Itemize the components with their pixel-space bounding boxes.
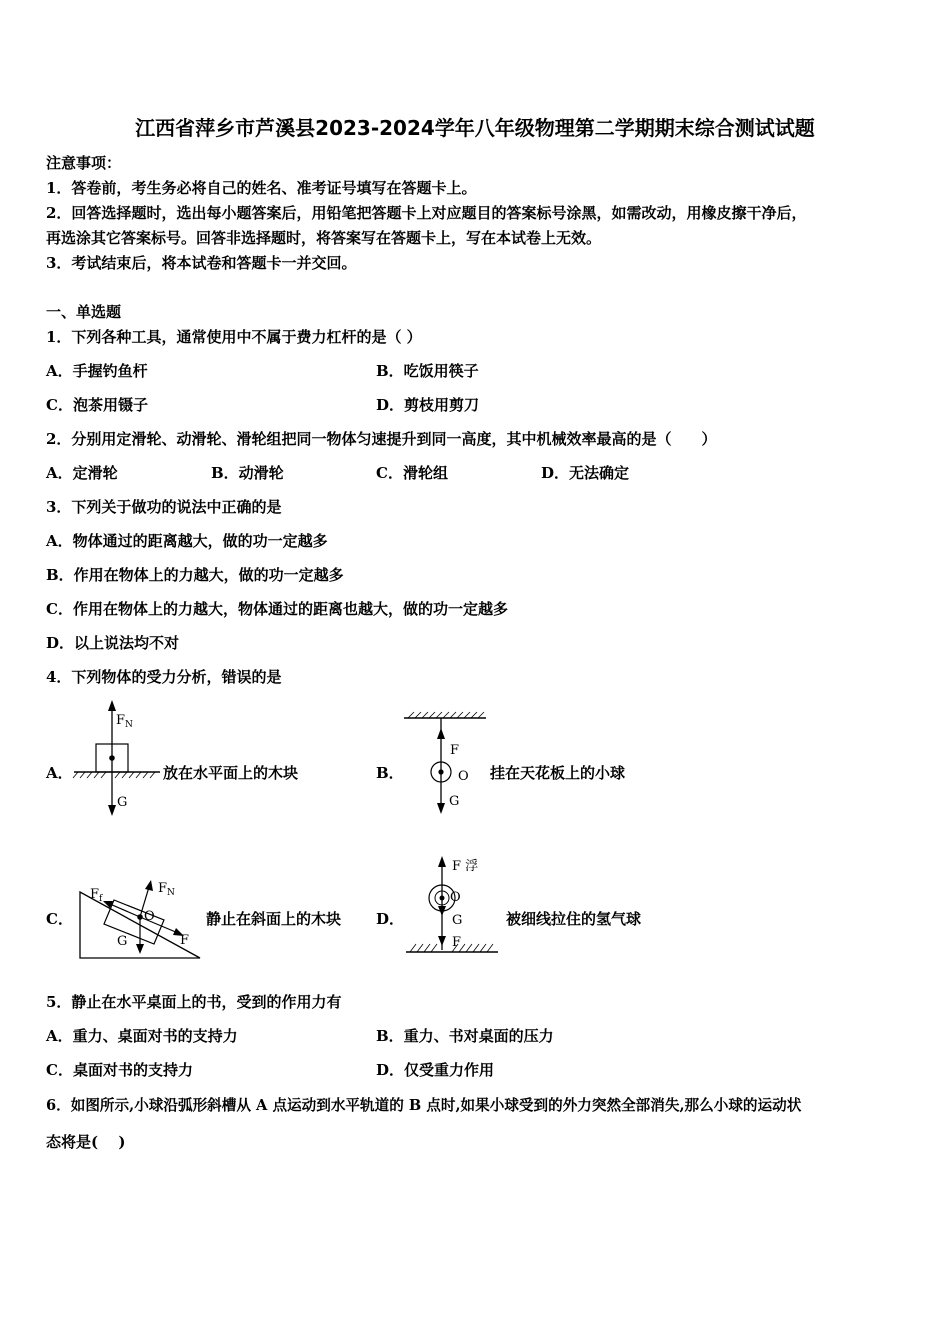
arrow-up-icon [437,728,445,739]
q4-d-caption: 被细线拉住的氢气球 [506,910,642,928]
force-label: F [158,881,168,896]
q4-a-letter: A． [46,764,73,782]
force-label: G [449,794,460,809]
q4-c-letter: C． [46,910,73,928]
q3-option-b: B．作用在物体上的力越大，做的功一定越多 [46,566,344,584]
force-label: F [450,743,460,758]
q1-stem: 1．下列各种工具，通常使用中不属于费力杠杆的是（ ） [46,328,422,346]
arrow-down-icon [437,803,445,814]
notice-item: 再选涂其它答案标号。回答非选择题时，将答案写在答题卡上，写在本试卷上无效。 [46,229,602,247]
notice-heading: 注意事项： [46,154,122,172]
force-label: F [180,933,190,948]
q3-stem: 3．下列关于做功的说法中正确的是 [46,498,282,516]
notice-item: 3．考试结束后，将本试卷和答题卡一并交回。 [46,254,357,272]
arrow-up-icon [108,700,116,711]
q4-d-diagram [400,852,504,964]
q3-option-c: C．作用在物体上的力越大，物体通过的距离也越大，做的功一定越多 [46,600,508,618]
q6-stem: 6．如图所示,小球沿弧形斜槽从 A 点运动到水平轨道的 B 点时,如果小球受到的外力突然全部消失,那么小球的运动状 [46,1097,802,1114]
q5-option-c: C．桌面对书的支持力 [46,1061,193,1079]
center-label: O [144,909,155,924]
q4-b-letter: B． [376,764,404,782]
arrow-down-icon [136,944,144,954]
q4-b-caption: 挂在天花板上的小球 [490,764,626,782]
force-label: F [452,935,462,950]
q5-option-b: B．重力、书对桌面的压力 [376,1027,554,1045]
force-subscript: f [99,894,103,904]
q2-option-a: A．定滑轮 [46,464,118,482]
q5-option-d: D．仅受重力作用 [376,1061,495,1079]
q1-option-d: D．剪枝用剪刀 [376,396,480,414]
q2-stem: 2．分别用定滑轮、动滑轮、滑轮组把同一物体匀速提升到同一高度，其中机械效率最高的是（ ） [46,430,717,448]
q5-option-a: A．重力、桌面对书的支持力 [46,1027,238,1045]
q4-a-caption: 放在水平面上的木块 [163,764,299,782]
force-label: F [116,713,126,728]
arrow-down-icon [438,936,446,946]
q1-option-c: C．泡茶用镊子 [46,396,148,414]
center-label: O [458,769,469,784]
q1-option-b: B．吃饭用筷子 [376,362,479,380]
force-label: G [117,934,128,949]
q4-d-letter: D． [376,910,405,928]
q4-stem: 4．下列物体的受力分析，错误的是 [46,668,282,686]
q4-a-diagram [70,698,165,820]
notice-item: 1．答卷前，考生务必将自己的姓名、准考证号填写在答题卡上。 [46,179,477,197]
arrow-down-icon [108,805,116,816]
force-label: G [452,913,463,928]
q3-option-d: D．以上说法均不对 [46,634,180,652]
q4-c-diagram [70,872,210,964]
q2-option-b: B．动滑轮 [211,464,284,482]
section-heading: 一、单选题 [46,303,122,321]
q6-stem-cont: 态将是( ) [46,1133,126,1151]
q2-option-c: C．滑轮组 [376,464,448,482]
q3-option-a: A．物体通过的距离越大，做的功一定越多 [46,532,328,550]
center-label: O [450,890,461,905]
force-subscript: N [125,720,133,730]
q5-stem: 5．静止在水平桌面上的书，受到的作用力有 [46,993,342,1011]
q4-b-diagram [400,710,492,818]
q1-option-a: A．手握钓鱼杆 [46,362,148,380]
arrow-up-icon [438,856,446,867]
q2-option-d: D．无法确定 [541,464,630,482]
force-subscript: N [167,888,175,898]
force-label: F 浮 [452,859,479,874]
force-label: F [90,887,100,902]
arrow-up-icon [145,880,153,891]
page-title: 江西省萍乡市芦溪县2023-2024学年八年级物理第二学期期末综合测试试题 [135,116,815,140]
force-label: G [117,795,128,810]
q4-c-caption: 静止在斜面上的木块 [206,910,342,928]
notice-item: 2．回答选择题时，选出每小题答案后，用铅笔把答题卡上对应题目的答案标号涂黑，如需改动，用橡皮擦干净后， [46,204,807,222]
